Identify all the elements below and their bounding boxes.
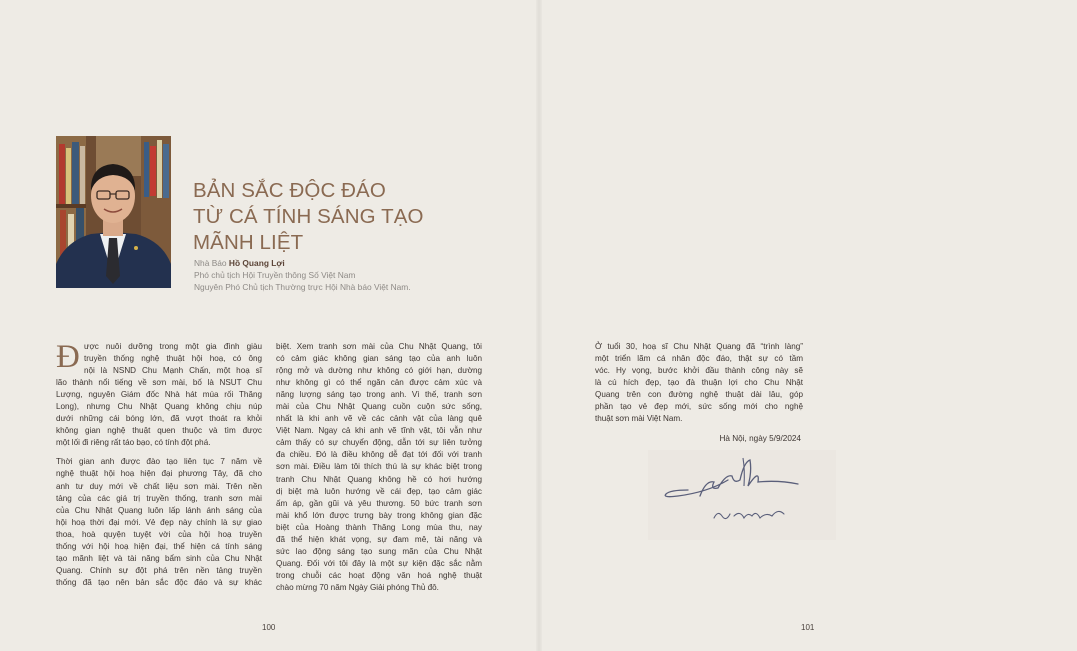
- author-prefix: Nhà Báo: [194, 258, 229, 268]
- text-line: dưới những cái bóng lớn, đã vượt thoát ra khỏi: [56, 414, 262, 424]
- article-title: [193, 178, 493, 256]
- text-line: tạo mãnh liệt và tài năng bẩm sinh của Chu Nhật: [56, 553, 262, 563]
- text-line: năng lượng sáng tạo trong anh. Vì thế, tranh sơn: [276, 390, 482, 400]
- text-line: mài khổ lớn được trưng bày trong không gian đặc: [276, 510, 482, 520]
- author-name: Hồ Quang Lợi: [228, 258, 285, 268]
- text-line: truyền thống nghệ thuật hội hoạ, có ông: [84, 354, 262, 364]
- text-line: đã thể hiện khát vọng, sự đam mê, tài năng và: [276, 534, 482, 544]
- text-line: rộng mở và dường như không có giới hạn, dường: [276, 366, 482, 376]
- author-role-2: Nguyên Phó Chủ tịch Thường trực Hội Nhà báo Việt Nam.: [194, 282, 411, 292]
- author-byline: [194, 257, 514, 293]
- text-line: là cú hích đẹp, tạo đà thuận lợi cho Chu Nhật: [595, 378, 803, 388]
- paragraph-4: [595, 341, 803, 425]
- text-line: tảng của các giá trị truyền thống, tranh sơn mài: [56, 493, 262, 503]
- text-line: của Chu Nhật Quang luôn lấp lánh ánh sáng của: [56, 505, 262, 515]
- title-line-3: MÃNH LIỆT: [193, 231, 304, 254]
- text-line: thuật sơn mài Việt Nam.: [595, 414, 683, 424]
- text-line: một lối đi riêng rất táo bạo, có tính đột phá.: [56, 438, 211, 448]
- text-line: như không gì có thể ngăn cản được cảm xúc và: [276, 378, 482, 388]
- text-line: vóc. Hy vọng, bước khởi đầu thành công này sẽ: [595, 366, 803, 376]
- text-line: sức lao động sáng tạo sung mãn của Chu Nhật: [276, 546, 482, 556]
- text-line: Ở tuổi 30, hoạ sĩ Chu Nhật Quang đã “trình làng”: [595, 342, 803, 351]
- text-line: có cảm giác không gian sáng tạo của anh luôn: [276, 354, 482, 364]
- text-line: cảm thấy có sự chuyển động, dẫn tới sự liên tưởng: [276, 438, 482, 448]
- text-line: ấm áp, gần gũi và yêu thương. 50 bức tranh sơn: [276, 498, 482, 508]
- text-line: thống với hội hoạ hiện đại, thể hiện cá tính sáng: [56, 541, 262, 551]
- text-line: dị biệt mà luôn hướng về cái đẹp, tạo cảm giác: [276, 486, 482, 496]
- text-line: Lượng, nguyên Giám đốc Nhà hát múa rối Thăng: [56, 390, 262, 400]
- page-gutter: [536, 0, 542, 651]
- signature: [648, 450, 836, 540]
- text-line: đa chiều. Đó là điều không dễ đạt tới đối với tranh: [276, 450, 482, 460]
- paragraph-3: [276, 341, 482, 594]
- body-column-3: [595, 341, 803, 432]
- text-line: không gian nghệ thuật quen thuộc và tìm được: [56, 426, 262, 436]
- text-line: trong chuỗi các hoạt động văn hoá nghệ thuật: [276, 570, 482, 580]
- text-line: tranh Chu Nhật Quang không hề có hơi hướng: [276, 474, 482, 484]
- paragraph-1: [56, 341, 262, 449]
- text-line: Quang. Chính sự đột phá trên nền tảng truyền: [56, 565, 262, 575]
- text-line: Thời gian anh được đào tạo liên tục 7 năm về: [56, 457, 262, 467]
- text-line: một triển lãm cá nhân độc đáo, thật sự có tầm: [595, 354, 803, 364]
- author-portrait: [56, 136, 171, 288]
- title-line-2: TỪ CÁ TÍNH SÁNG TẠO: [193, 205, 424, 228]
- text-line: nhất là khi anh vẽ về các cảnh vật của làng quê: [276, 414, 482, 424]
- text-line: mài của Chu Nhật Quang cuồn cuộn sức sống,: [276, 402, 482, 412]
- text-line: thoa, hoà quyện tuyệt vời của hội hoạ truyền: [56, 529, 262, 539]
- author-line: [194, 257, 514, 269]
- text-line: phần tạo vẻ đẹp mới, sức sống mới cho nghệ: [595, 402, 803, 412]
- text-line: nội là NSND Chu Mạnh Chấn, một hoạ sĩ: [84, 366, 262, 376]
- text-line: lão thành nổi tiếng về sơn mài, bố là NSUT Chu: [56, 378, 262, 388]
- text-line: hội hoạ thời đại mới. Vẻ đẹp này chính là sự giao: [56, 517, 262, 527]
- signing-date: Hà Nội, ngày 5/9/2024: [719, 434, 801, 443]
- text-line: thống đã tạo nên bản sắc độc đáo và sự khác: [56, 577, 262, 587]
- body-column-1: [56, 341, 262, 596]
- page-number-left: 100: [262, 623, 276, 632]
- text-line: Quang trên con đường nghệ thuật dài lâu, góp: [595, 390, 803, 400]
- text-line: biệt của Hoàng thành Thăng Long mùa thu, nay: [276, 522, 482, 532]
- text-line: Quang. Đối với tôi đây là một sự kiện đặc sắc nằm: [276, 558, 482, 568]
- page-number-right: 101: [801, 623, 815, 632]
- text-line: ược nuôi dưỡng trong một gia đình giàu: [84, 342, 262, 351]
- text-line: Long), nhưng Chu Nhật Quang không chịu núp: [56, 402, 262, 412]
- drop-cap: Đ: [56, 339, 80, 375]
- text-line: nghệ thuật hội hoạ hiện đại phương Tây, đã cho: [56, 469, 262, 479]
- text-line: anh tư duy mới về chất liệu sơn mài. Trên nền: [56, 481, 262, 491]
- author-role-1: Phó chủ tịch Hội Truyền thông Số Việt Nam: [194, 270, 356, 280]
- text-line: sơn mài. Điều làm tôi thích thú là sự khác biệt trong: [276, 462, 482, 472]
- text-line: Việt Nam. Ngay cả khi anh vẽ tĩnh vật, tôi vẫn như: [276, 426, 482, 436]
- text-line: biệt. Xem tranh sơn mài của Chu Nhật Quang, tôi: [276, 342, 482, 351]
- text-line: chào mừng 70 năm Ngày Giải phóng Thủ đô.: [276, 582, 439, 592]
- title-line-1: BẢN SẮC ĐỘC ĐÁO: [193, 179, 386, 202]
- body-column-2: [276, 341, 482, 601]
- paragraph-2: [56, 456, 262, 589]
